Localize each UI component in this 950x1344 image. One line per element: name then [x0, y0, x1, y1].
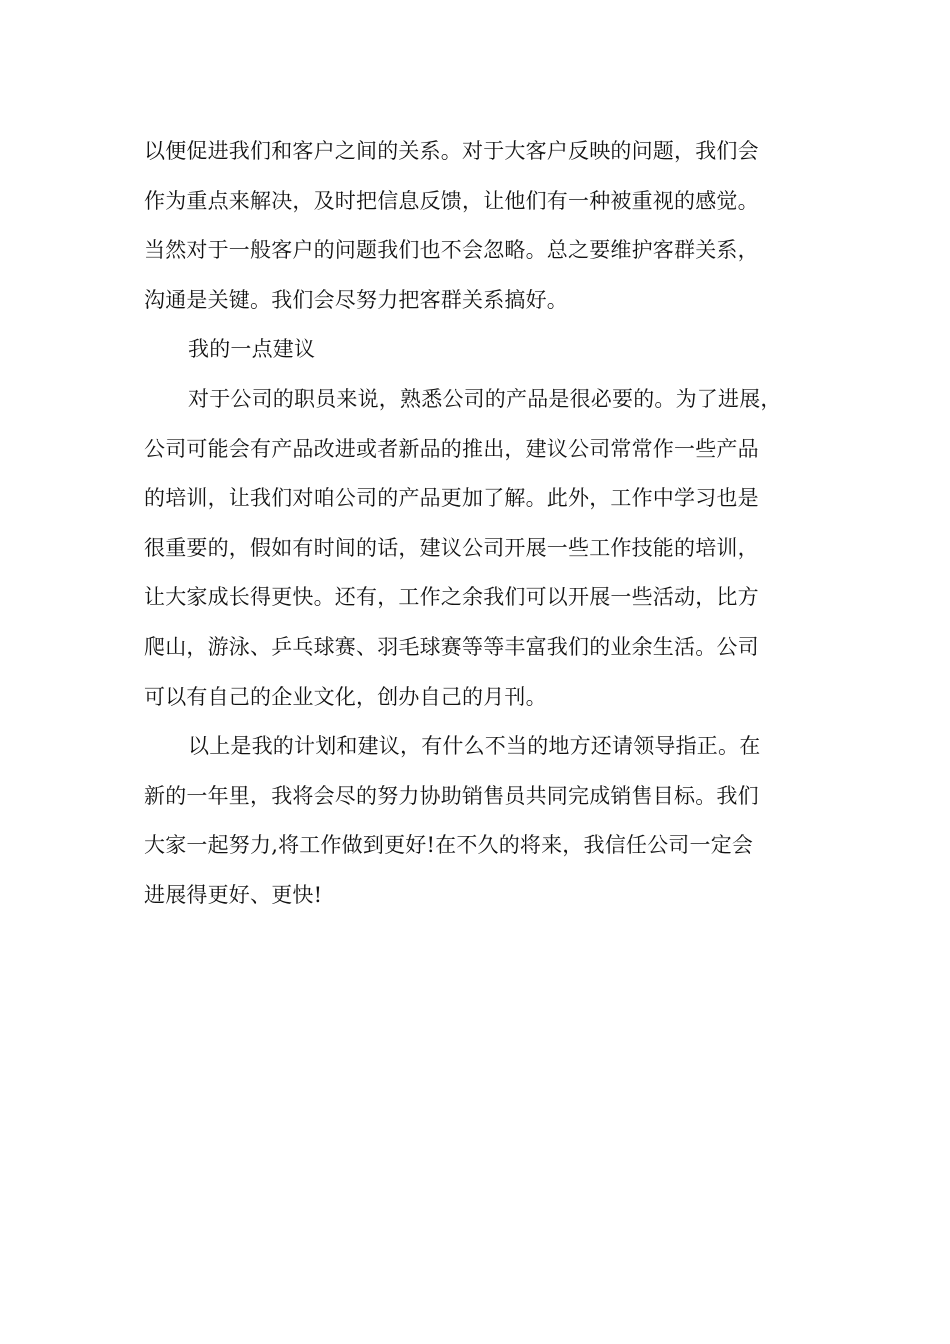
paragraph-suggestions — [144, 375, 824, 722]
text-line: 进展得更好、更快! — [144, 882, 323, 907]
text-line: 以上是我的计划和建议，有什么不当的地方还请领导指正。在 — [188, 734, 761, 759]
text-line: 大家一起努力,将工作做到更好!在不久的将来，我信任公司一定会 — [144, 833, 754, 858]
text-line: 很重要的，假如有时间的话，建议公司开展一些工作技能的培训， — [144, 535, 759, 560]
document-body — [144, 127, 824, 921]
text-line: 让大家成长得更快。还有，工作之余我们可以开展一些活动，比方 — [144, 585, 759, 610]
paragraph-conclusion — [144, 722, 824, 920]
paragraph-customer-relations — [144, 127, 824, 325]
text-line: 的培训，让我们对咱公司的产品更加了解。此外，工作中学习也是 — [144, 486, 759, 511]
text-line: 对于公司的职员来说，熟悉公司的产品是很必要的。为了进展， — [188, 386, 782, 411]
text-line: 公司可能会有产品改进或者新品的推出，建议公司常常作一些产品 — [144, 436, 759, 461]
text-line: 当然对于一般客户的问题我们也不会忽略。总之要维护客群关系， — [144, 238, 759, 263]
text-line: 新的一年里，我将会尽的努力协助销售员共同完成销售目标。我们 — [144, 783, 759, 808]
text-line: 作为重点来解决，及时把信息反馈，让他们有一种被重视的感觉。 — [144, 188, 759, 213]
text-line: 爬山，游泳、乒乓球赛、羽毛球赛等等丰富我们的业余生活。公司 — [144, 634, 759, 659]
text-line: 以便促进我们和客户之间的关系。对于大客户反映的问题，我们会 — [144, 139, 759, 163]
section-heading-suggestions — [144, 325, 824, 375]
text-line: 可以有自己的企业文化，创办自己的月刊。 — [144, 684, 547, 709]
section-heading: 我的一点建议 — [188, 337, 316, 362]
text-line: 沟通是关键。我们会尽努力把客群关系搞好。 — [144, 287, 568, 312]
